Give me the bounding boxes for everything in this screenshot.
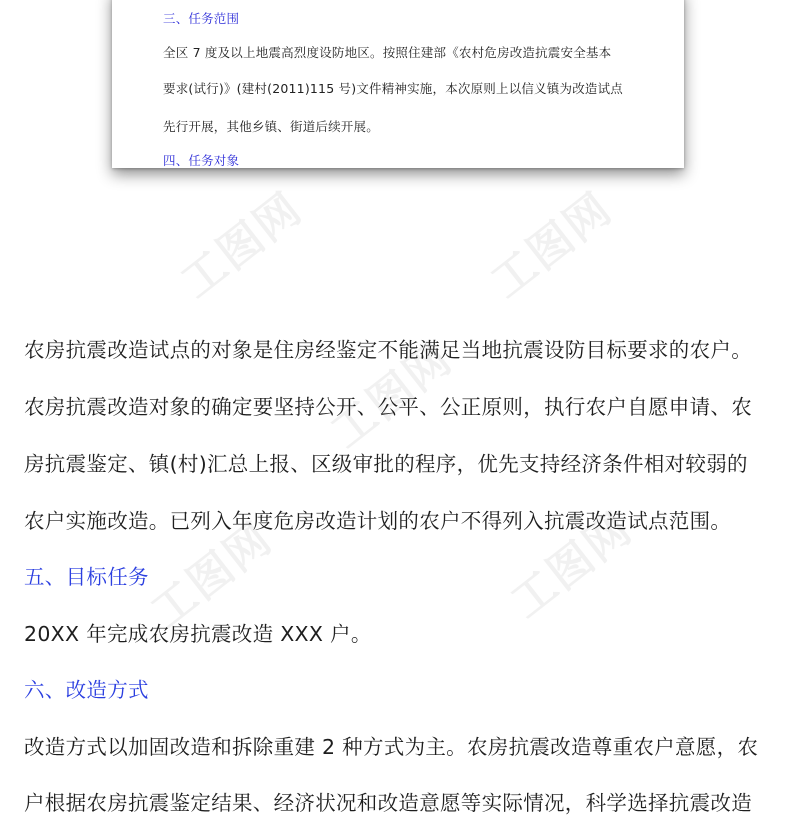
paragraph-line: 房抗震鉴定、镇(村)汇总上报、区级审批的程序，优先支持经济条件相对较弱的 <box>24 452 748 476</box>
paragraph-line: 户根据农房抗震鉴定结果、经济状况和改造意愿等实际情况，科学选择抗震改造 <box>24 791 752 815</box>
section-heading-goals: 五、目标任务 <box>24 565 149 589</box>
document-preview-card <box>112 0 684 168</box>
paragraph-line: 农房抗震改造对象的确定要坚持公开、公平、公正原则，执行农户自愿申请、农 <box>24 395 752 419</box>
paragraph-line: 农房抗震改造试点的对象是住房经鉴定不能满足当地抗震设防目标要求的农户。 <box>24 338 752 362</box>
section-heading-target: 四、任务对象 <box>163 153 240 168</box>
scope-text-line: 要求(试行)》(建村(2011)115 号)文件精神实施，本次原则上以信义镇为改造试点 <box>163 81 624 96</box>
watermark: 工图网 <box>141 512 282 639</box>
scope-text-line: 全区 7 度及以上地震高烈度设防地区。按照住建部《农村危房改造抗震安全基本 <box>163 45 612 60</box>
watermark: 工图网 <box>321 332 462 459</box>
section-heading-method: 六、改造方式 <box>24 678 149 702</box>
watermark: 工图网 <box>501 502 642 629</box>
watermark: 工图网 <box>171 182 312 309</box>
watermark: 工图网 <box>481 182 622 309</box>
paragraph-line: 改造方式以加固改造和拆除重建 2 种方式为主。农房抗震改造尊重农户意愿，农 <box>24 735 759 759</box>
paragraph-line: 20XX 年完成农房抗震改造 XXX 户。 <box>24 622 372 646</box>
section-heading-scope: 三、任务范围 <box>163 11 240 26</box>
paragraph-line: 农户实施改造。已列入年度危房改造计划的农户不得列入抗震改造试点范围。 <box>24 509 732 533</box>
scope-text-line: 先行开展，其他乡镇、街道后续开展。 <box>163 119 379 134</box>
